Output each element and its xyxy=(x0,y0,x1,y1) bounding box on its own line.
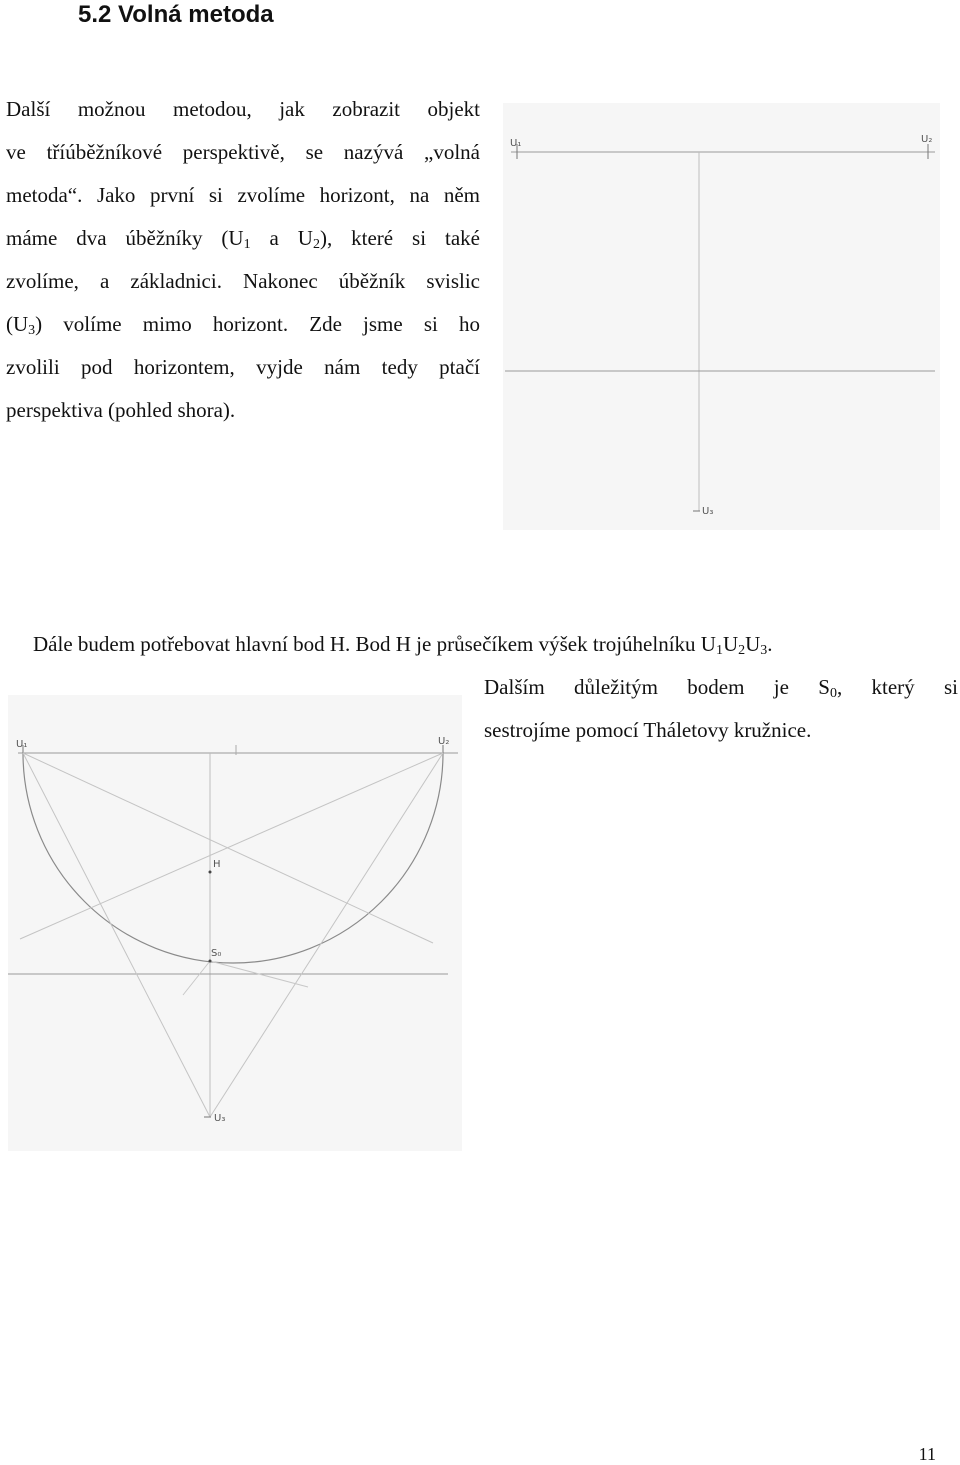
construction-line xyxy=(183,961,210,995)
text-line: perspektiva (pohled shora). xyxy=(6,398,236,422)
text-fragment: Dále budem potřebovat hlavní bod H. Bod H je průsečíkem výšek trojúhelníku U xyxy=(33,632,716,656)
text-line xyxy=(6,217,480,260)
label-h: H xyxy=(213,859,221,870)
point-h xyxy=(209,871,212,874)
thales-circle xyxy=(23,753,443,963)
text-fragment: . xyxy=(767,632,773,656)
label-u2: U₂ xyxy=(438,736,450,747)
point-s0 xyxy=(209,960,212,963)
text-line: zvolíme, a základnici. Nakonec úběžník svislic xyxy=(6,269,480,293)
text-line xyxy=(6,303,480,346)
subscript: 1 xyxy=(715,643,723,658)
paragraph-main-point xyxy=(33,623,958,666)
construction-line xyxy=(23,753,210,1117)
text-line xyxy=(484,666,958,709)
text-fragment: máme dva úběžníky (U xyxy=(6,226,244,250)
text-line: metoda“. Jako první si zvolíme horizont, na něm xyxy=(6,183,480,207)
label-u2: U₂ xyxy=(921,134,933,145)
label-s0: S₀ xyxy=(211,948,222,959)
text-line: Další možnou metodou, jak zobrazit objekt xyxy=(6,97,480,121)
text-fragment: , který si xyxy=(836,675,958,699)
figure-horizon-sketch xyxy=(503,103,940,530)
text-fragment: Dalším důležitým bodem je S xyxy=(484,675,830,699)
subscript: 1 xyxy=(243,237,251,252)
figure-thales-construction xyxy=(8,695,462,1151)
label-u3: U₃ xyxy=(214,1113,226,1124)
label-u1: U₁ xyxy=(16,739,28,750)
construction-drawing xyxy=(8,695,462,1151)
text-line: zvolili pod horizontem, vyjde nám tedy ptačí xyxy=(6,355,480,379)
paragraph-thales xyxy=(484,666,958,752)
subscript: 3 xyxy=(28,323,36,338)
subscript: 2 xyxy=(312,237,320,252)
label-u1: U₁ xyxy=(510,138,522,149)
page-number: 11 xyxy=(918,1444,936,1464)
horizon-drawing xyxy=(503,103,940,530)
section-heading: 5.2 Volná metoda xyxy=(78,1,274,28)
construction-line xyxy=(210,753,443,1117)
label-u3: U₃ xyxy=(702,506,714,517)
text-fragment: (U xyxy=(6,312,29,336)
text-line: sestrojíme pomocí Tháletovy kružnice. xyxy=(484,718,812,742)
subscript: 0 xyxy=(829,686,837,701)
text-fragment: U xyxy=(745,632,761,656)
text-fragment: U xyxy=(722,632,739,656)
text-fragment: a U xyxy=(250,226,313,250)
paragraph-intro xyxy=(6,88,480,432)
subscript: 3 xyxy=(760,643,768,658)
subscript: 2 xyxy=(738,643,746,658)
text-fragment: ), které si také xyxy=(319,226,480,250)
text-line: ve tříúběžníkové perspektivě, se nazývá „volná xyxy=(6,140,480,164)
text-line xyxy=(33,623,958,666)
text-fragment: ) volíme mimo horizont. Zde jsme si ho xyxy=(35,312,480,336)
